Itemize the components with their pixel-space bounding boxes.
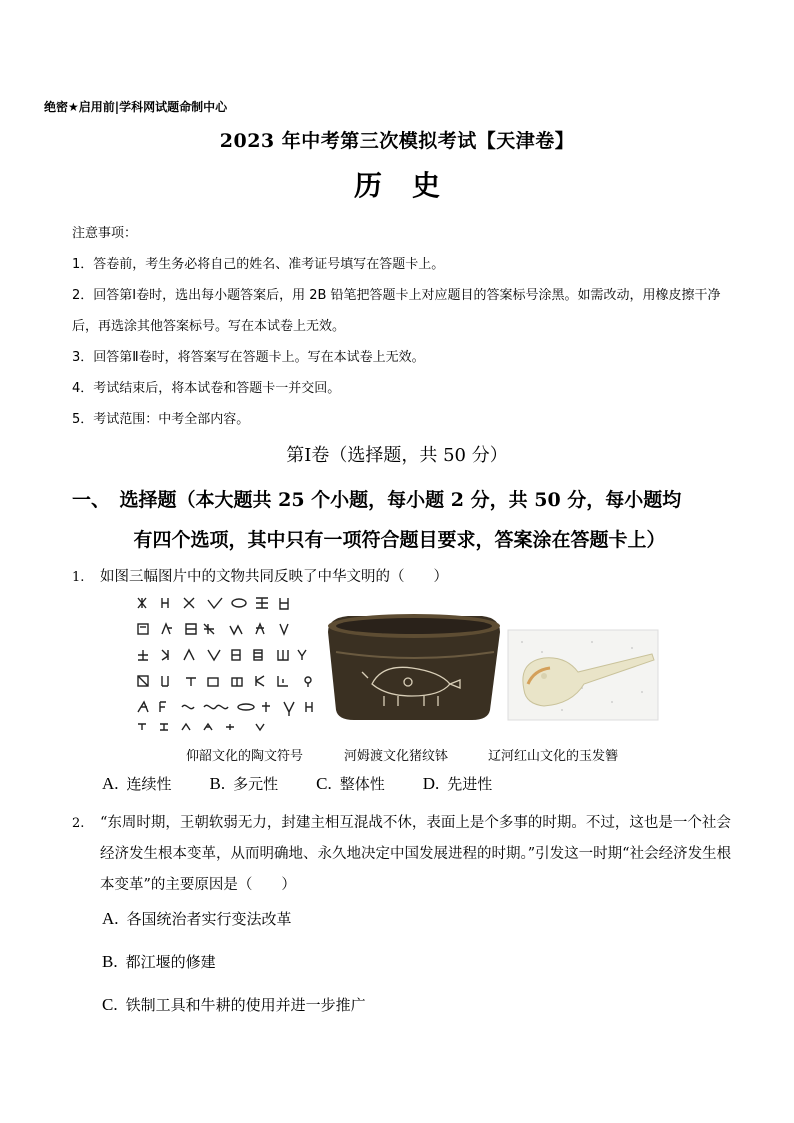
caption-pottery-symbols: 仰韶文化的陶文符号 [186,749,304,764]
notes-block [72,226,732,443]
question-1-options [102,773,530,794]
note-item: 1．答卷前，考生务必将自己的姓名、准考证号填写在答题卡上。 [72,257,445,272]
note-item: 3．回答第Ⅱ卷时，将答案写在答题卡上。写在本试卷上无效。 [72,350,425,365]
volume-title: 第Ⅰ卷（选择题，共 50 分） [286,445,508,466]
note-item: 4．考试结束后，将本试卷和答题卡一并交回。 [72,381,341,396]
caption-jade-hairpin: 辽河红山文化的玉发簪 [488,749,619,764]
jade-hairpin-image [508,630,658,720]
option-c[interactable]: C. 整体性 [316,774,385,793]
pottery-symbols-image [138,598,312,730]
option-a[interactable]: A. 各国统治者实行变法改革 [102,909,292,928]
notes-heading: 注意事项： [72,226,138,241]
question-2 [72,808,732,901]
question-text: 如图三幅图片中的文物共同反映了中华文明的（ ） [100,569,448,585]
section-heading [72,480,727,560]
option-b[interactable]: B. 多元性 [209,774,279,793]
option-d[interactable]: D. 先进性 [422,774,493,793]
pig-pattern-bowl-image [328,614,500,720]
caption-pig-bowl: 河姆渡文化猪纹钵 [344,749,449,764]
option-c[interactable]: C. 铁制工具和牛耕的使用并进一步推广 [102,995,366,1014]
section-heading-line1: 一、 选择题（本大题共 25 个小题，每小题 2 分，共 50 分，每小题均 [72,489,682,511]
section-heading-line2: 有四个选项，其中只有一项符合题目要求，答案涂在答题卡上） [133,529,666,551]
option-b[interactable]: B. 都江堰的修建 [102,952,216,971]
question-1-figure [132,592,660,732]
question-text: “东周时期，王朝软弱无力，封建主相互混战不休，表面上是个多事的时期。不过，这也是一个社会经济发生根本变革，从而明确地、永久地决定中国发展进程的时期。”引发这一时期“社会经济发生根本变革”的主要原因是（ ） [100,815,732,893]
question-1 [72,562,732,593]
exam-title: 2023 年中考第三次模拟考试【天津卷】 [219,130,575,152]
option-a[interactable]: A. 连续性 [102,774,172,793]
subject-title: 历史 [353,169,470,202]
note-item: 2．回答第Ⅰ卷时，选出每小题答案后，用 2B 铅笔把答题卡上对应题目的答案标号涂黑。如需改动，用橡皮擦干净后，再选涂其他答案标号。写在本试卷上无效。 [72,288,721,334]
question-number: 1. [72,570,85,585]
question-number: 2. [72,816,85,831]
note-item: 5．考试范围：中考全部内容。 [72,412,250,427]
confidential-label: 绝密★启用前|学科网试题命制中心 [44,100,228,114]
